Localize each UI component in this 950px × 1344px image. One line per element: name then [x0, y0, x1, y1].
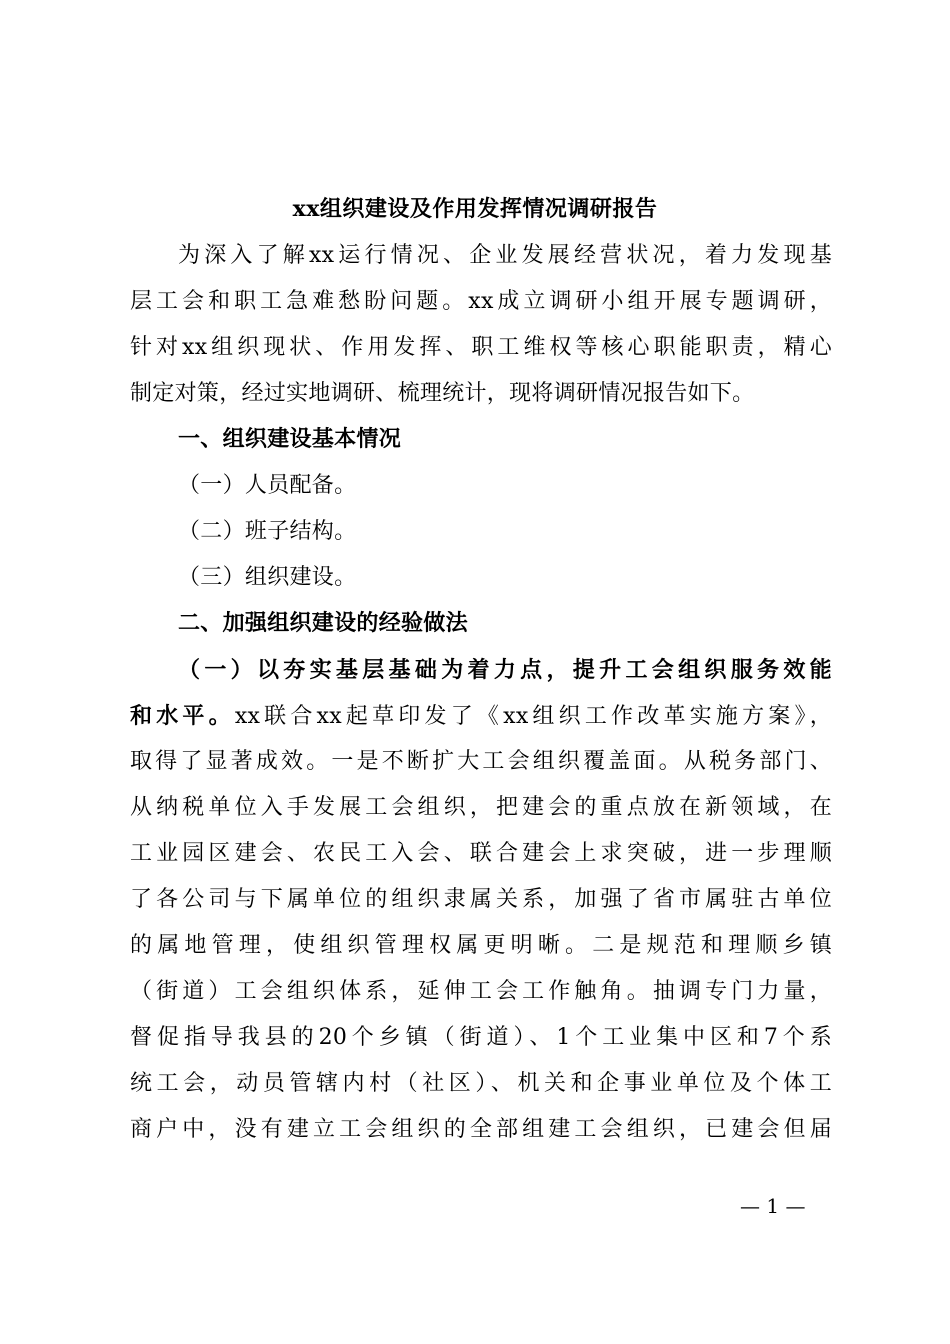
intro-line: 层工会和职工急难愁盼问题。xx成立调研小组开展专题调研，: [130, 289, 832, 314]
body-line: 统工会，动员管辖内村（社区）、机关和企事业单位及个体工: [130, 1071, 832, 1096]
body-line: （街道）工会组织体系，延伸工会工作触角。抽调专门力量，: [130, 979, 832, 1004]
intro-line: 针对xx组织现状、作用发挥、职工维权等核心职能职责，精心: [130, 335, 832, 360]
body-line: 取得了显著成效。一是不断扩大工会组织覆盖面。从税务部门、: [130, 749, 832, 774]
body-line: 工业园区建会、农民工入会、联合建会上求突破，进一步理顺: [130, 841, 832, 866]
document-body: [130, 233, 832, 1153]
intro-line: 为深入了解xx运行情况、企业发展经营状况，着力发现基: [178, 243, 832, 268]
body-line: 商户中，没有建立工会组织的全部组建工会组织，已建会但届: [130, 1117, 832, 1142]
section-heading-2: 二、加强组织建设的经验做法: [178, 611, 468, 636]
body-line: 从纳税单位入手发展工会组织，把建会的重点放在新领域，在: [130, 795, 832, 820]
body-line: [130, 693, 832, 739]
subsection-item: （一）人员配备。: [178, 473, 357, 498]
page-number: — 1 —: [740, 1194, 806, 1218]
intro-line: 制定对策，经过实地调研、梳理统计，现将调研情况报告如下。: [130, 381, 755, 406]
document-title: xx组织建设及作用发挥情况调研报告: [292, 196, 658, 222]
subsection-heading: （一）以夯实基层基础为着力点，提升工会组织服务效能: [178, 657, 832, 683]
body-line: 督促指导我县的20个乡镇（街道）、1个工业集中区和7个系: [130, 1025, 832, 1050]
body-line: 了各公司与下属单位的组织隶属关系，加强了省市属驻古单位: [130, 887, 832, 912]
section-heading-1: 一、组织建设基本情况: [178, 427, 402, 452]
body-text: xx联合xx起草印发了《xx组织工作改革实施方案》，: [234, 704, 832, 729]
body-line: 的属地管理，使组织管理权属更明晰。二是规范和理顺乡镇: [130, 933, 832, 958]
subsection-item: （三）组织建设。: [178, 565, 357, 590]
subsection-heading-end: 和水平。: [130, 703, 235, 729]
subsection-item: （二）班子结构。: [178, 519, 357, 544]
